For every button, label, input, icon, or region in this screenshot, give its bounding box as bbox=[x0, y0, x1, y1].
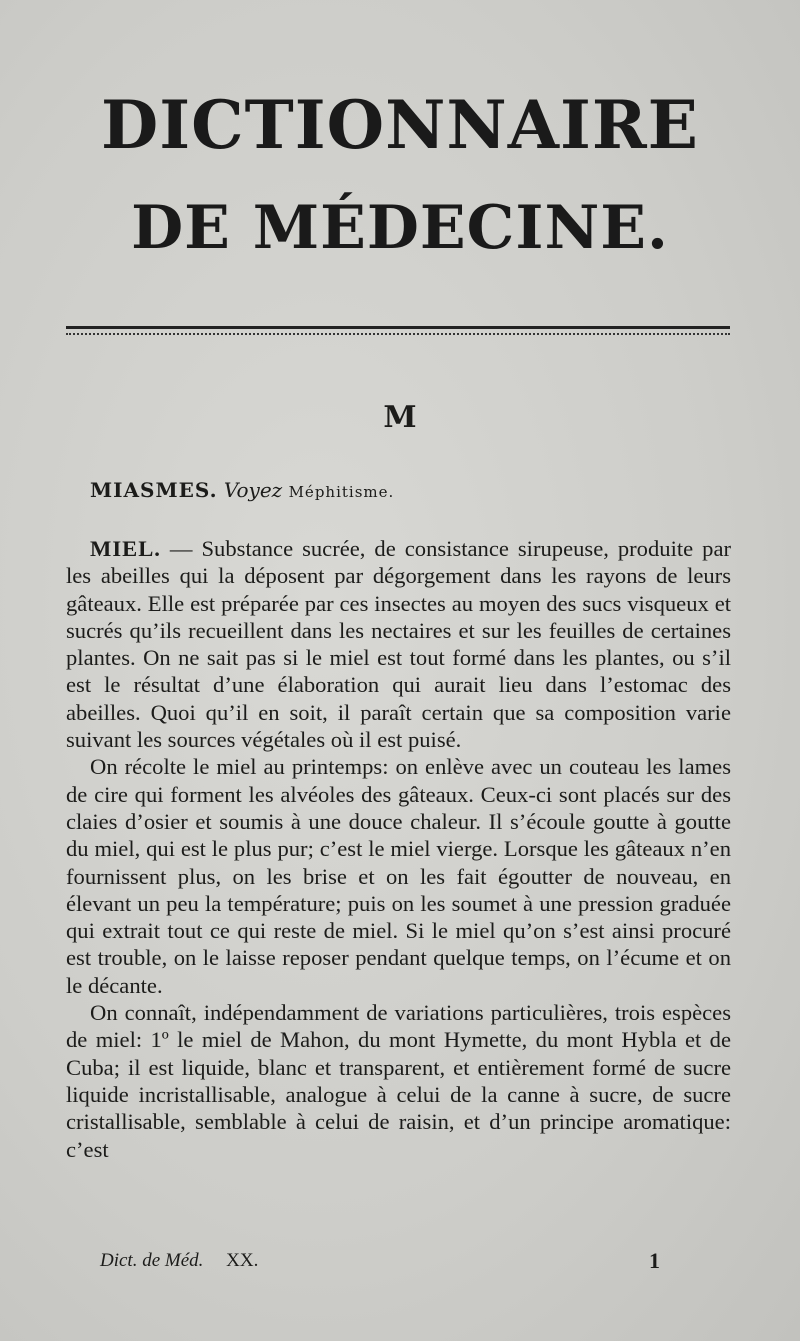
entry-ref-voyez: Voyez bbox=[223, 478, 283, 502]
section-letter: M bbox=[383, 400, 417, 435]
paragraph-text: — Substance sucrée, de consistance sirupeuse, produite par les abeilles qui la déposent par dégorgement dans les rayons de leurs gâteaux. Elle est préparée par ces insectes au moyen des sucs visqueux et sucrés qu’ils recueillent dans les nectaires et sur les feuilles de certaines plantes. On ne sait pas si le miel est tout formé dans les plantes, ou s’il est le résultat d’une élaboration qui aurait lieu dans l’estomac des abeilles. Quoi qu’il en soit, il paraît certain que sa composition varie suivant les sources végétales où il est puisé. bbox=[66, 536, 731, 753]
footer-signature: Dict. de Méd. bbox=[100, 1250, 204, 1271]
entry-ref-target: Méphitisme. bbox=[288, 483, 395, 501]
entry-paragraph-3: On connaît, indépendamment de variations particulières, trois espèces de miel: 1º le miel de Mahon, du mont Hymette, du mont Hybla et de Cuba; il est liquide, blanc et transparent, et entièrement formé de sucre liquide incristallisable, analogue à celui de la canne à sucre, de sucre cristallisable, semblable à celui de raisin, et d’un principe aromatique: c’est bbox=[66, 1000, 731, 1162]
cross-reference-entry bbox=[90, 478, 394, 502]
rule-thick-line bbox=[66, 326, 730, 329]
entry-ref-headword: MIASMES. bbox=[90, 478, 218, 502]
entry-headword: MIEL. bbox=[90, 536, 161, 561]
title-line-2: DE MÉDECINE. bbox=[131, 193, 669, 263]
rule-dotted-line bbox=[66, 333, 730, 335]
entry-paragraph-1 bbox=[66, 535, 731, 753]
entry-paragraph-2: On récolte le miel au printemps: on enlève avec un couteau les lames de cire qui forment les alvéoles des gâteaux. Ceux-ci sont placés sur des claies d’osier et soumis à une douce chaleur. Il s’écoule goutte à goutte du miel, qui est le plus pur; c’est le miel vierge. Lorsque les gâteaux n’en fournissent plus, on les brise et on les fait égoutter de nouveau, en élevant un peu la température; puis on les soumet à une pression graduée qui extrait tout ce qui reste de miel. Si le miel qu’on s’est ainsi procuré est trouble, on le laisse reposer pendant quelque temps, on l’écume et on le décante. bbox=[66, 754, 731, 998]
footer-volume: XX. bbox=[226, 1250, 259, 1271]
page-footer bbox=[100, 1250, 660, 1272]
entry-body bbox=[66, 535, 731, 1163]
footer-sheet-number: 1 bbox=[649, 1248, 660, 1273]
title-line-1: DICTIONNAIRE bbox=[100, 86, 699, 164]
ornamental-rule bbox=[66, 326, 730, 340]
